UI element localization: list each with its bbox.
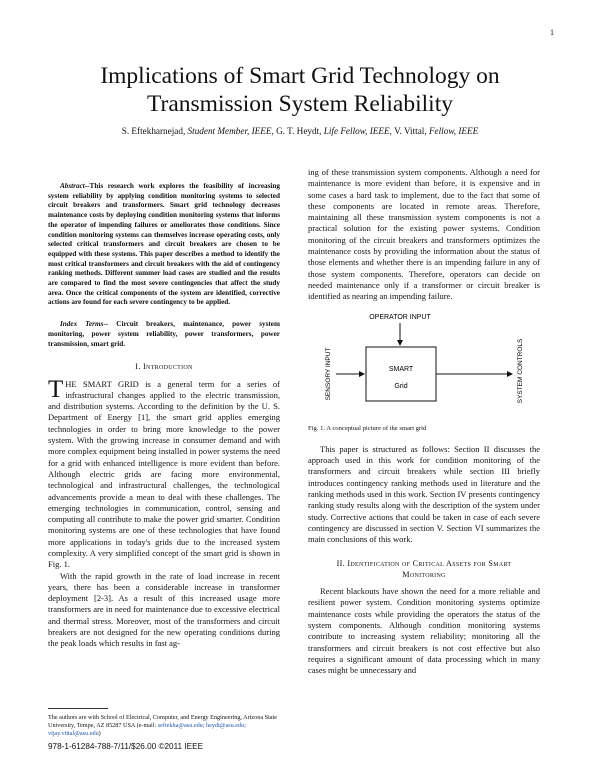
abstract [48,182,280,308]
smart-grid-diagram [308,311,540,419]
system-controls-label: SYSTEM CONTROLS [517,338,524,403]
left-column [48,182,280,650]
paper-title [50,62,550,118]
intro-paragraph-1-text: HE SMART GRID is a general term for a series of infrastructural changes applied to the electric transmission, and distribution systems. According to the definition by the U. S. Department of Energy [1], the smart grid applies emerging technologies in order to bring more knowledge to the power system. With the growing increase in consumer demand and with more complex equipment being installed in power systems the need for a grid with enhanced intelligence is more evident than before. Although electric grids are facing more environmental, technological and infrastructural challenges, the technological advancements provide a mean to deal with these challenges. The emerging technologies in communication, control, sensing and computing all contribute to make the power grid smarter. Condition monitoring systems are one of these technologies that have found more applications in today's grids due to the increased system complexity. A very simplified concept of the smart grid is shown in Fig. 1. [48,378,280,570]
index-terms-label: Index Terms [60,320,104,329]
title-line-2: Transmission System Reliability [147,91,453,117]
footnote-end: ) [98,730,101,737]
page-number: 1 [550,28,554,37]
author-2-name: G. T. Heydt, [276,126,322,136]
right-paragraph-2: This paper is structured as follows: Section II discusses the approach used in this work for condition monitoring of the transformers and circuit breakers while section III briefly introduces contingency ranking methods used in literature and the ranking methods used in this work. Section IV presents contingency ranking study results along with the description of the system under study. Corrective actions that could be taken in case of each severe contingency are discussed in section V. Section VI summarizes the main conclusions of this work. [308,443,540,545]
intro-paragraph-1 [48,375,280,571]
intro-paragraph-2: With the rapid growth in the rate of load increase in recent years, there has been a considerable increase in transformer deployment [2-3]. As a result of this increased usage more transformers are in need for maintenance due to excessive electrical and thermal stress. Moreover, most of the transformers and circuit breakers are not designed for the new operating conditions during the peak loads which results in fast ag- [48,570,280,649]
author-list [40,126,560,136]
author-3-name: , V. Vittal, [389,126,427,136]
abstract-text: --This research work explores the feasibility of increasing system reliability by applying condition monitoring systems to selected circuit breakers and transformers. Smart grid technology decreases maintenance costs by deploying condition monitoring systems that informs the operator of impending failures or ameliorates those conditions. Since condition monitoring systems can themselves increase operating costs, only selected critical transformers and circuit breakers are chosen to be equipped with these systems. This paper describes a method to identify the most critical transformers and circuit breakers with the aid of contingency ranking methods. Different summer load cases are studied and the results are compared to find the most severe contingencies that affect the study area. Once the critical components of the system are identified, corrective actions are found for each severe contingency to be applied. [48,182,280,307]
title-line-1: Implications of Smart Grid Technology on [100,63,500,89]
index-terms-text: -- Circuit breakers, maintenance, power system monitoring, power system reliability, power transformers, power transmission, smart grid. [48,320,280,348]
copyright-notice: 978-1-61284-788-7/11/$26.00 ©2011 IEEE [48,742,204,751]
smart-grid-box-line-2: Grid [394,382,408,390]
right-column [308,167,540,677]
section-2-title-line-1: Identification of Critical Assets for Smart [347,558,512,568]
footnote-email-link[interactable]: seftekha@asu.edu; heydt@asu.edu; vijay.vittal@asu.edu [48,722,246,737]
operator-input-label: OPERATOR INPUT [369,313,431,321]
smart-grid-box-line-1: SMART [388,365,414,373]
abstract-label: Abstract [60,182,85,190]
author-1-name: S. Eftekharnejad, [121,126,186,136]
author-footnote [48,714,280,738]
figure-1-caption: Fig. 1. A conceptual picture of the smart grid [308,424,427,432]
right-paragraph-1: ing of these transmission system components. Although a need for maintenance is more evident than before, it is expensive and in some cases a hard task to implement, due to the fact that some of these components are located in remote areas. Therefore, maintaining all these transmission system components is not a practical solution for the existing power systems. Condition monitoring of the circuit breakers and transformers optimizes the maintenance costs by providing the information about the status of those elements and whether there is an impending failure in any of those system components. Therefore, operators can decide on needed maintenance only if a transformer or circuit breaker is identified as nearing an impending failure. [308,167,540,302]
section-2-title-line-2: Monitoring [402,569,446,579]
drop-cap: T [48,375,64,403]
sensory-input-label: SENSORY INPUT [325,347,332,400]
section-1-title: Introduction [143,362,193,372]
footnote-separator [48,708,108,709]
author-3-role: Fellow, IEEE [428,126,479,136]
section-2-number: II. [336,558,346,568]
figure-1 [308,311,540,419]
section-2-paragraph-1: Recent blackouts have shown the need for a more reliable and resilient power system. Condition monitoring systems optimize maintenance costs while providing the operators the status of the system components. Although condition monitoring systems contribute to increasing system reliability; monitoring all the transformers and circuit breakers is not cost effective but also requires a significant amount of data processing which in many cases might be unnecessary and [308,586,540,676]
section-1-heading [48,361,280,372]
smart-grid-box [366,347,436,401]
author-1-role: Student Member, IEEE, [187,126,274,136]
section-2-heading [308,558,540,581]
index-terms [48,320,280,349]
footnote-text: The authors are with School of Electrical, Computer, and Energy Engineering, Arizona State University, Tempe, AZ 85287 USA (e-mail: [48,714,278,729]
author-2-role: Life Fellow, IEEE [323,126,390,136]
section-1-number: I. [135,362,141,372]
